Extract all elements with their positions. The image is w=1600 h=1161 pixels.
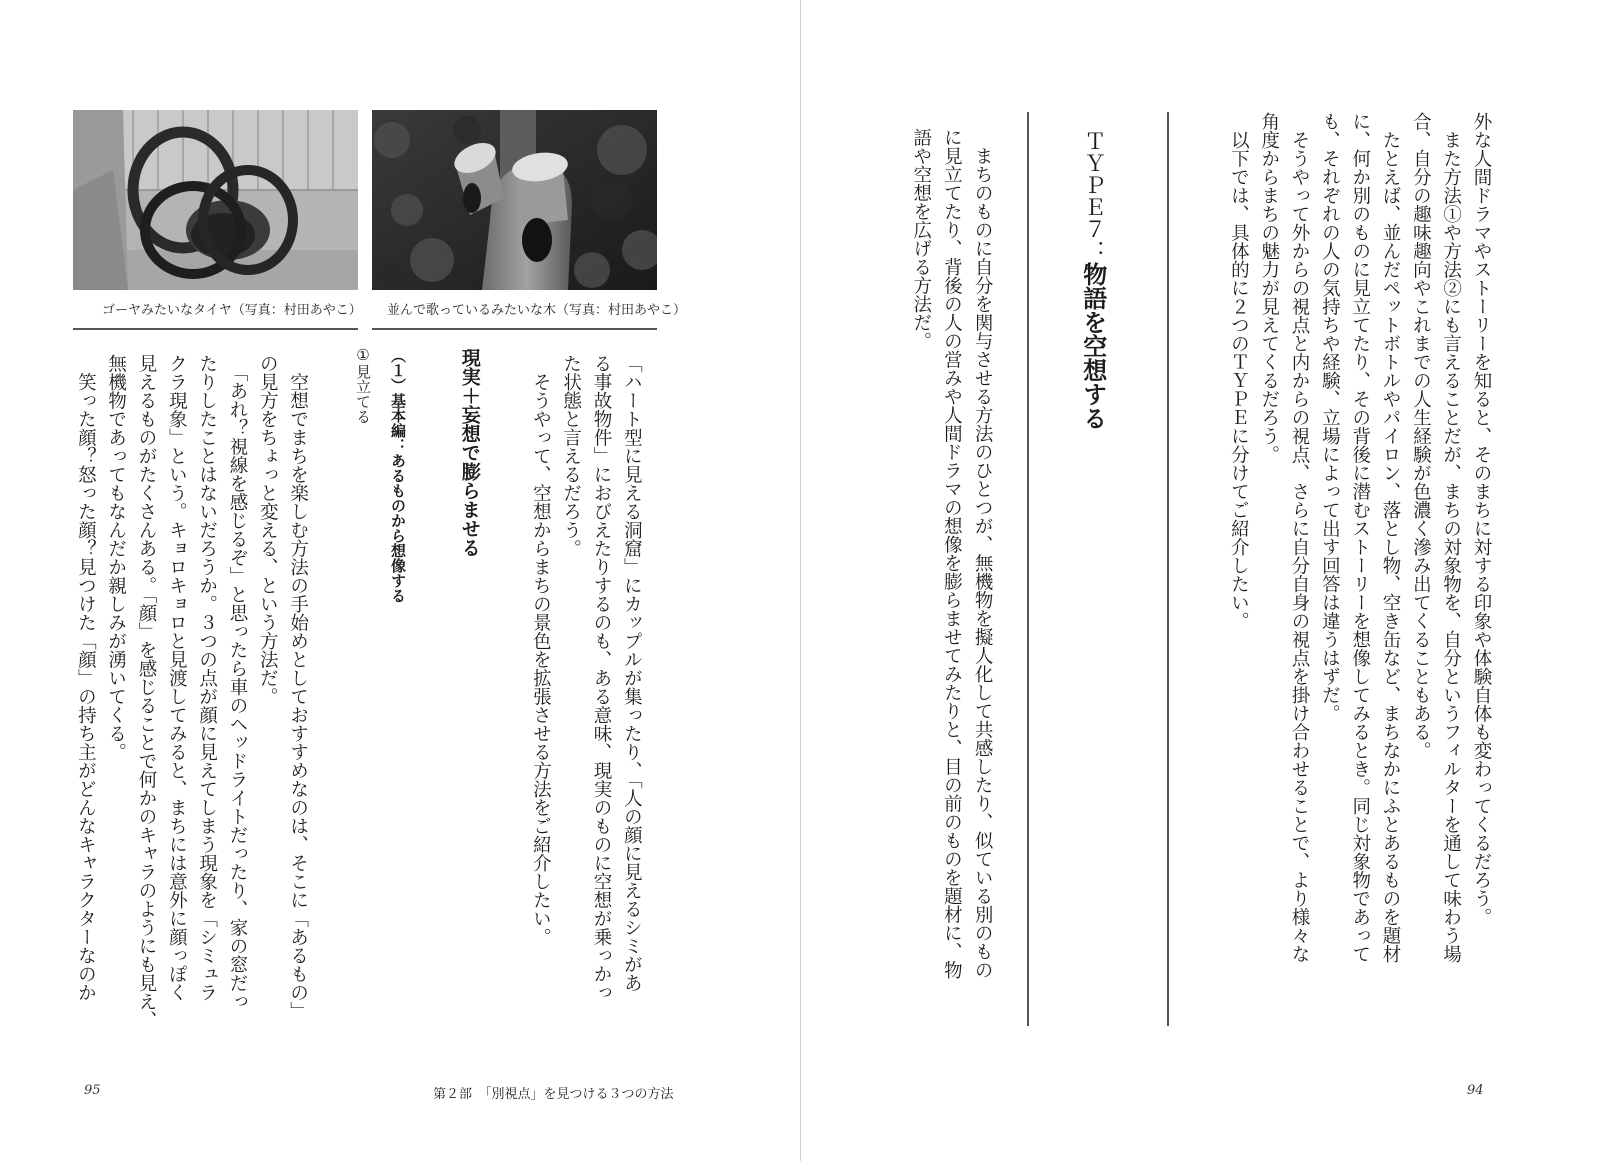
paragraph-line: 語や空想を広げる方法だ。 [910, 128, 932, 350]
paragraph-line: 笑った顔？怒った顔？見つけた「顔」の持ち主がどんなキャラクターなのか [75, 354, 97, 1002]
paragraph-line: 無機物であってもなんだか親しみが湧いてくる。 [105, 354, 127, 761]
paragraph-line: る事故物件」におびえたりするのも、ある意味、現実のものに空想が乗っかっ [590, 354, 612, 1002]
paragraph-line: そうやって、空想からまちの景色を拡張させる方法をご紹介したい。 [530, 354, 552, 946]
gutter-divider [800, 0, 801, 1161]
tree-image [372, 110, 657, 290]
tire-photo-caption: ゴーヤみたいなタイヤ（写真：村田あやこ） [102, 303, 362, 318]
paragraph-line: 見えるものがたくさんある。「顔」を感じることで何かのキャラのようにも見え、 [135, 354, 157, 1030]
paragraph-line: たとえば、並んだペットボトルやパイロン、落とし物、空き缶など、まちなかにふとあるものを題材 [1380, 112, 1402, 963]
page-number-left: 95 [84, 1083, 101, 1098]
section-rule-right [1167, 112, 1169, 1026]
paragraph-line: に見立てたり、背後の人の営みや人間ドラマの想像を膨らませてみたりと、目の前のものを題材に、物 [941, 128, 963, 979]
photo-rule-left [73, 328, 358, 330]
running-head: 第２部 「別視点」を見つける３つの方法 [433, 1087, 674, 1102]
tree-photo-caption: 並んで歌っているみたいな木（写真：村田あやこ） [387, 303, 687, 318]
type-heading-title: 物語を空想する [1078, 262, 1107, 430]
tire-image [73, 110, 358, 290]
paragraph-line: も、それぞれの人の気持ちや経験、立場によって出す回答は違うはずだ。 [1319, 112, 1341, 723]
type-heading [1078, 130, 1107, 460]
page-number-right: 94 [1467, 1083, 1484, 1098]
type-body [905, 128, 997, 1028]
paragraph-line: 合、自分の趣味趣向やこれまでの人生経験が色濃く滲み出てくることもある。 [1410, 112, 1432, 760]
paragraph-line: 外な人間ドラマやストーリーを知ると、そのまちに対する印象や体験自体も変わってくるだろう。 [1471, 112, 1492, 926]
paragraph-line: 空想でまちを楽しむ方法の手始めとしておすすめなのは、そこに「あるもの」 [287, 354, 309, 1020]
paragraph-line: の見方をちょっと変える、という方法だ。 [257, 354, 279, 706]
section-heading: 現実＋妄想で膨らませる [458, 348, 481, 557]
paragraph-line: クラ現象」という。キョロキョロと見渡してみると、まちには意外に顔っぽく [166, 354, 188, 1002]
paragraph-line: た状態と言えるだろう。 [560, 354, 582, 558]
item-heading: ①見立てる [354, 346, 372, 424]
paragraph-line: まちのものに自分を関与させる方法のひとつが、無機物を擬人化して共感したり、似ている別のもの [972, 128, 994, 979]
paragraph-line: に、何か別のものに見立てたり、その背後に潜むストーリーを想像してみるとき。同じ対象物であって [1349, 112, 1371, 963]
paragraph-line: また方法①や方法②にも言えることだが、まちの対象物を、自分というフィルターを通して味わう場 [1440, 112, 1462, 963]
type-heading-prefix: ＴＹＰＥ７： [1080, 130, 1106, 262]
tire-photo [73, 110, 358, 290]
left-body-bottom [70, 354, 313, 1054]
paragraph-line: たりしたことはないだろうか。３つの点が顔に見えてしまう現象を「シミュラ [196, 354, 218, 1002]
right-body-top [1223, 112, 1496, 1042]
paragraph-line: 「ハート型に見える洞窟」にカップルが集ったり、「人の顔に見えるシミがあ [621, 354, 643, 993]
left-body-top [525, 354, 646, 1054]
subsection-heading: （１）基本編：あるものから想像する [389, 348, 407, 603]
tree-photo [372, 110, 657, 290]
section-rule-left [1027, 112, 1029, 1026]
paragraph-line: そうやって外からの視点と内からの視点、さらに自分自身の視点を掛け合わせることで、より様々な [1289, 112, 1311, 963]
photo-rule-right [372, 328, 657, 330]
paragraph-line: 「あれ？視線を感じるぞ」と思ったら車のヘッドライトだったり、家の窓だっ [226, 354, 248, 1011]
paragraph-line: 角度からまちの魅力が見えてくるだろう。 [1258, 112, 1280, 464]
paragraph-line: 以下では、具体的に２つのＴＹＰＥに分けてご紹介したい。 [1228, 112, 1250, 630]
